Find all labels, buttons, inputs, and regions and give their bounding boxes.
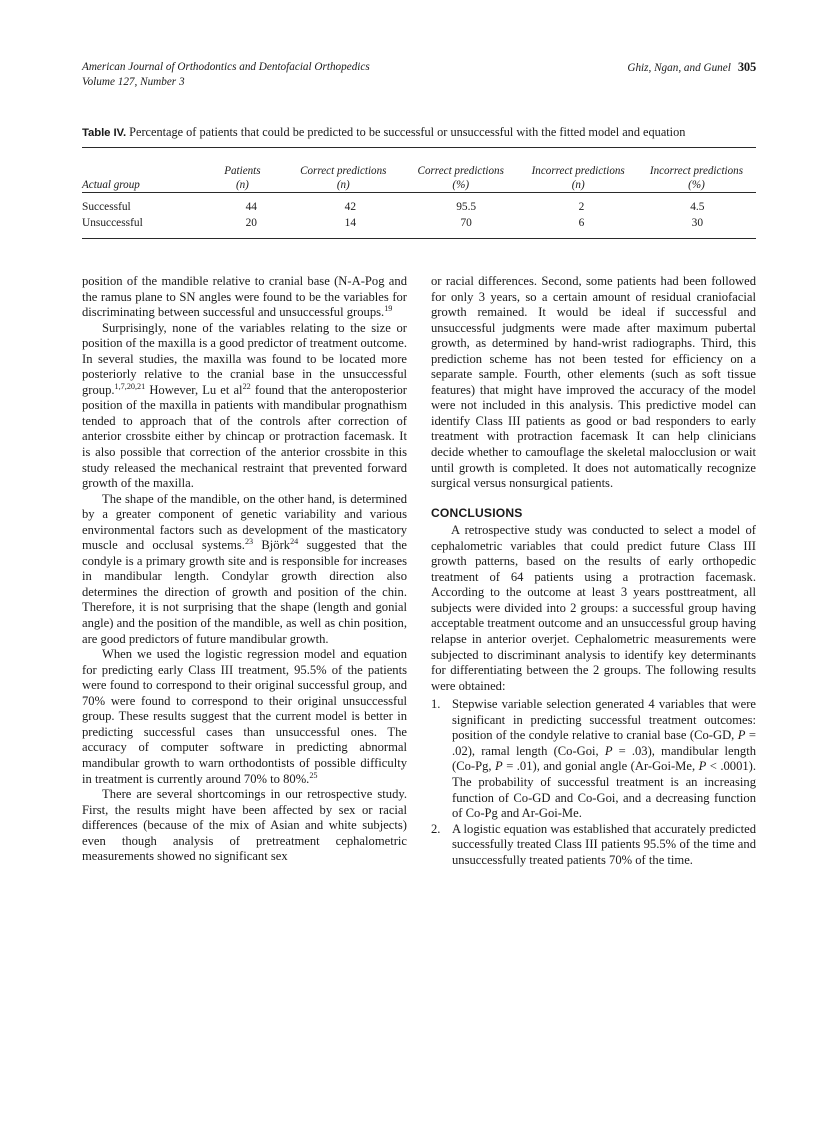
citation-superscript: 22 xyxy=(242,381,251,391)
journal-title-line1: American Journal of Orthodontics and Dentofacial Orthopedics xyxy=(82,61,370,73)
paragraph-limitations: or racial differences. Second, some patients had been followed for only 3 years, so a certain amount of residual craniofacial growth remained. It would be ideal if successful and unsuccessful judgments were made after maximum pubertal growth, as determined by hand-wrist radiographs. Third, this prediction scheme has not been tested for efficiency on a separate sample. Fourth, other elements (such as soft tissue features) that might have improved the accuracy of the model were not included in this analysis. This predictive model can identify Class III patients as good or bad responders to early treatment with protraction facemask It can help clinicians decide whether to camouflage the skeletal malocclusion or wait until growth is completed. It does not automatically recognize surgical versus nonsurgical patients. xyxy=(431,274,756,491)
table-rule-bottom xyxy=(82,238,756,239)
column-header-incorrect-pct-label: Incorrect predictions xyxy=(649,164,744,177)
p-value-symbol: P xyxy=(698,759,707,774)
column-header-incorrect-pct-unit: (%) xyxy=(688,178,705,191)
table-caption xyxy=(82,124,756,142)
column-header-correct-pct xyxy=(402,148,519,192)
paragraph-text: However, Lu et al xyxy=(145,382,243,397)
paragraph-continuation xyxy=(82,274,407,321)
section-heading-conclusions: CONCLUSIONS xyxy=(431,505,523,520)
running-head-authors-page xyxy=(627,60,756,76)
list-item-text: < .0001). The probability of successful treatment is an increasing function of Co-GD and Co-Goi, and a decreasing function of Co-Pg and Ar-Goi-Me. xyxy=(452,759,757,821)
authors-running-head: Ghiz, Ngan, and Gunel xyxy=(627,62,731,74)
right-column xyxy=(431,274,756,868)
list-item xyxy=(431,822,756,869)
p-value-symbol: P xyxy=(737,728,746,743)
journal-title xyxy=(82,60,370,90)
column-header-actual-group xyxy=(82,148,200,192)
table-row xyxy=(82,199,756,216)
paragraph-text: found that the anteroposterior position of the maxilla in patients with mandibular prognathism tended to approach that of the controls after correction of anterior crossbite either by chincap or protraction facemask. It is also possible that correction of the anterior crossbite in this study released the mechanical restraint that prevented forward growth of the maxilla. xyxy=(82,382,407,491)
list-item-text: Stepwise variable selection generated 4 variables that were significant in predicting successful treatment outcomes: position of the condyle relative to cranial base (Co-GD, xyxy=(452,697,756,743)
list-item-text: = .01), and gonial angle (Ar-Goi-Me, xyxy=(502,759,699,774)
table-iv-body xyxy=(82,199,756,232)
citation-superscript: 19 xyxy=(384,303,393,313)
citation-superscript: 23 xyxy=(244,537,254,547)
table-iv-block xyxy=(82,124,756,239)
cell-group: Successful xyxy=(82,200,131,213)
paragraph-shortcomings: There are several shortcomings in our retrospective study. First, the results might have been affected by sex or racial differences (because of the mix of Asian and white subjects) even though analysis of pretreatment cephalometric measurements showed no significant sex xyxy=(82,787,407,864)
citation-superscript: 25 xyxy=(309,770,318,780)
paragraph-conclusions-intro: A retrospective study was conducted to select a model of cephalometric variables that could predict future Class III growth patterns, based on the results of early orthopedic treatment of 64 patients using a protraction facemask. According to the outcome at least 3 years posttreatment, all subjects were divided into 2 groups: a successful group having acceptable treatment outcome and an unsuccessful group having relapse in anterior overjet. Cephalometric measurements were subjected to discriminant analysis to identify key determinants for differentiating between the 2 groups. The following results were obtained: xyxy=(431,523,756,693)
page-number: 305 xyxy=(737,60,756,74)
column-header-correct-pct-unit: (%) xyxy=(452,178,470,191)
table-header-row xyxy=(82,148,756,192)
paragraph-logistic-model xyxy=(82,647,407,787)
conclusions-list xyxy=(431,697,756,868)
list-item-text: A logistic equation was established that accurately predicted successfully treated Class III patients 95.5% of the time and unsuccessfully treated patients 70% of the time. xyxy=(452,821,756,867)
paragraph-text: Björk xyxy=(253,538,291,553)
running-head xyxy=(82,60,756,96)
column-header-incorrect-pct xyxy=(637,148,756,192)
list-item-text: = .02), ramal length (Co-Goi, xyxy=(452,728,756,758)
p-value-symbol: P xyxy=(495,759,503,774)
table-iv xyxy=(82,148,756,192)
paragraph-text: When we used the logistic regression model and equation for predicting early Class III treatment, 95.5% of the patients were found to correspond to their original successful group, and 70% were found to correspond to their original unsuccessful group. These results suggest that the current model is better in predicting successful cases than unsuccessful ones. The accuracy of computer software in predicting abnormal mandibular growth to warn orthodontists of possible difficulty in treatment is currently around 70% to 80%. xyxy=(82,647,407,786)
paragraph-text: suggested that the condyle is a primary growth site and is responsible for increases in mandibular length. Condylar growth direction also determines the direction of growth and position of the chin. Therefore, it is not surprising that the shape (length and gonial angle) and the position of the mandible, as well as chin position, are good predictors of future mandibular growth. xyxy=(82,538,407,646)
cell-incorrect-n: 2 xyxy=(578,200,585,213)
paragraph-mandible-shape xyxy=(82,492,407,647)
cell-correct-n: 14 xyxy=(344,217,357,229)
cell-incorrect-n: 6 xyxy=(578,217,585,229)
paragraph-maxilla xyxy=(82,321,407,492)
column-header-incorrect-n-label: Incorrect predictions xyxy=(531,164,625,177)
list-item xyxy=(431,697,756,821)
column-header-correct-n xyxy=(285,148,402,192)
cell-patients: 44 xyxy=(245,200,257,213)
paragraph-text: The shape of the mandible, on the other hand, is determined by a greater component of genetic variability and various environmental factors such as development of the masticatory muscle and occlusal systems. xyxy=(82,491,407,553)
p-value-symbol: P xyxy=(604,743,613,758)
left-column xyxy=(82,274,407,865)
table-row xyxy=(82,215,756,232)
column-header-patients-label: Patients xyxy=(224,164,261,177)
table-caption-text: Percentage of patients that could be predicted to be successful or unsuccessful with the fitted model and equation xyxy=(129,125,686,139)
column-header-patients-unit: (n) xyxy=(235,178,249,191)
table-label: Table IV. xyxy=(82,127,127,139)
cell-group: Unsuccessful xyxy=(82,217,143,229)
column-header-correct-pct-label: Correct predictions xyxy=(417,164,504,177)
column-header-correct-n-label: Correct predictions xyxy=(300,164,387,177)
paragraph-text: Surprisingly, none of the variables relating to the size or position of the maxilla is a good predictor of treatment outcome. In several studies, the maxilla was found to be located more posteriorly relative to the cranial base in the unsuccessful group. xyxy=(82,320,407,397)
column-header-incorrect-n-unit: (n) xyxy=(571,178,585,191)
list-item-text: = .03), mandibular length (Co-Pg, xyxy=(452,743,756,774)
cell-patients: 20 xyxy=(245,217,257,229)
cell-incorrect-pct: 4.5 xyxy=(690,200,705,213)
column-header-patients xyxy=(200,148,284,192)
column-header-actual-group-label: Actual group xyxy=(82,178,140,191)
table-head xyxy=(82,148,756,192)
column-header-incorrect-n xyxy=(519,148,636,192)
citation-superscript: 1,7,20,21 xyxy=(114,381,146,391)
cell-correct-pct: 95.5 xyxy=(456,200,477,213)
citation-superscript: 24 xyxy=(290,537,299,547)
cell-correct-n: 42 xyxy=(344,200,357,213)
paragraph-text: position of the mandible relative to cranial base (N-A-Pog and the ramus plane to SN angles were found to be the variables for discriminating between successful and unsuccessful groups. xyxy=(82,274,407,320)
column-header-correct-n-unit: (n) xyxy=(336,178,350,191)
journal-volume-line: Volume 127, Number 3 xyxy=(82,76,185,88)
cell-incorrect-pct: 30 xyxy=(691,217,704,229)
cell-correct-pct: 70 xyxy=(460,217,472,229)
